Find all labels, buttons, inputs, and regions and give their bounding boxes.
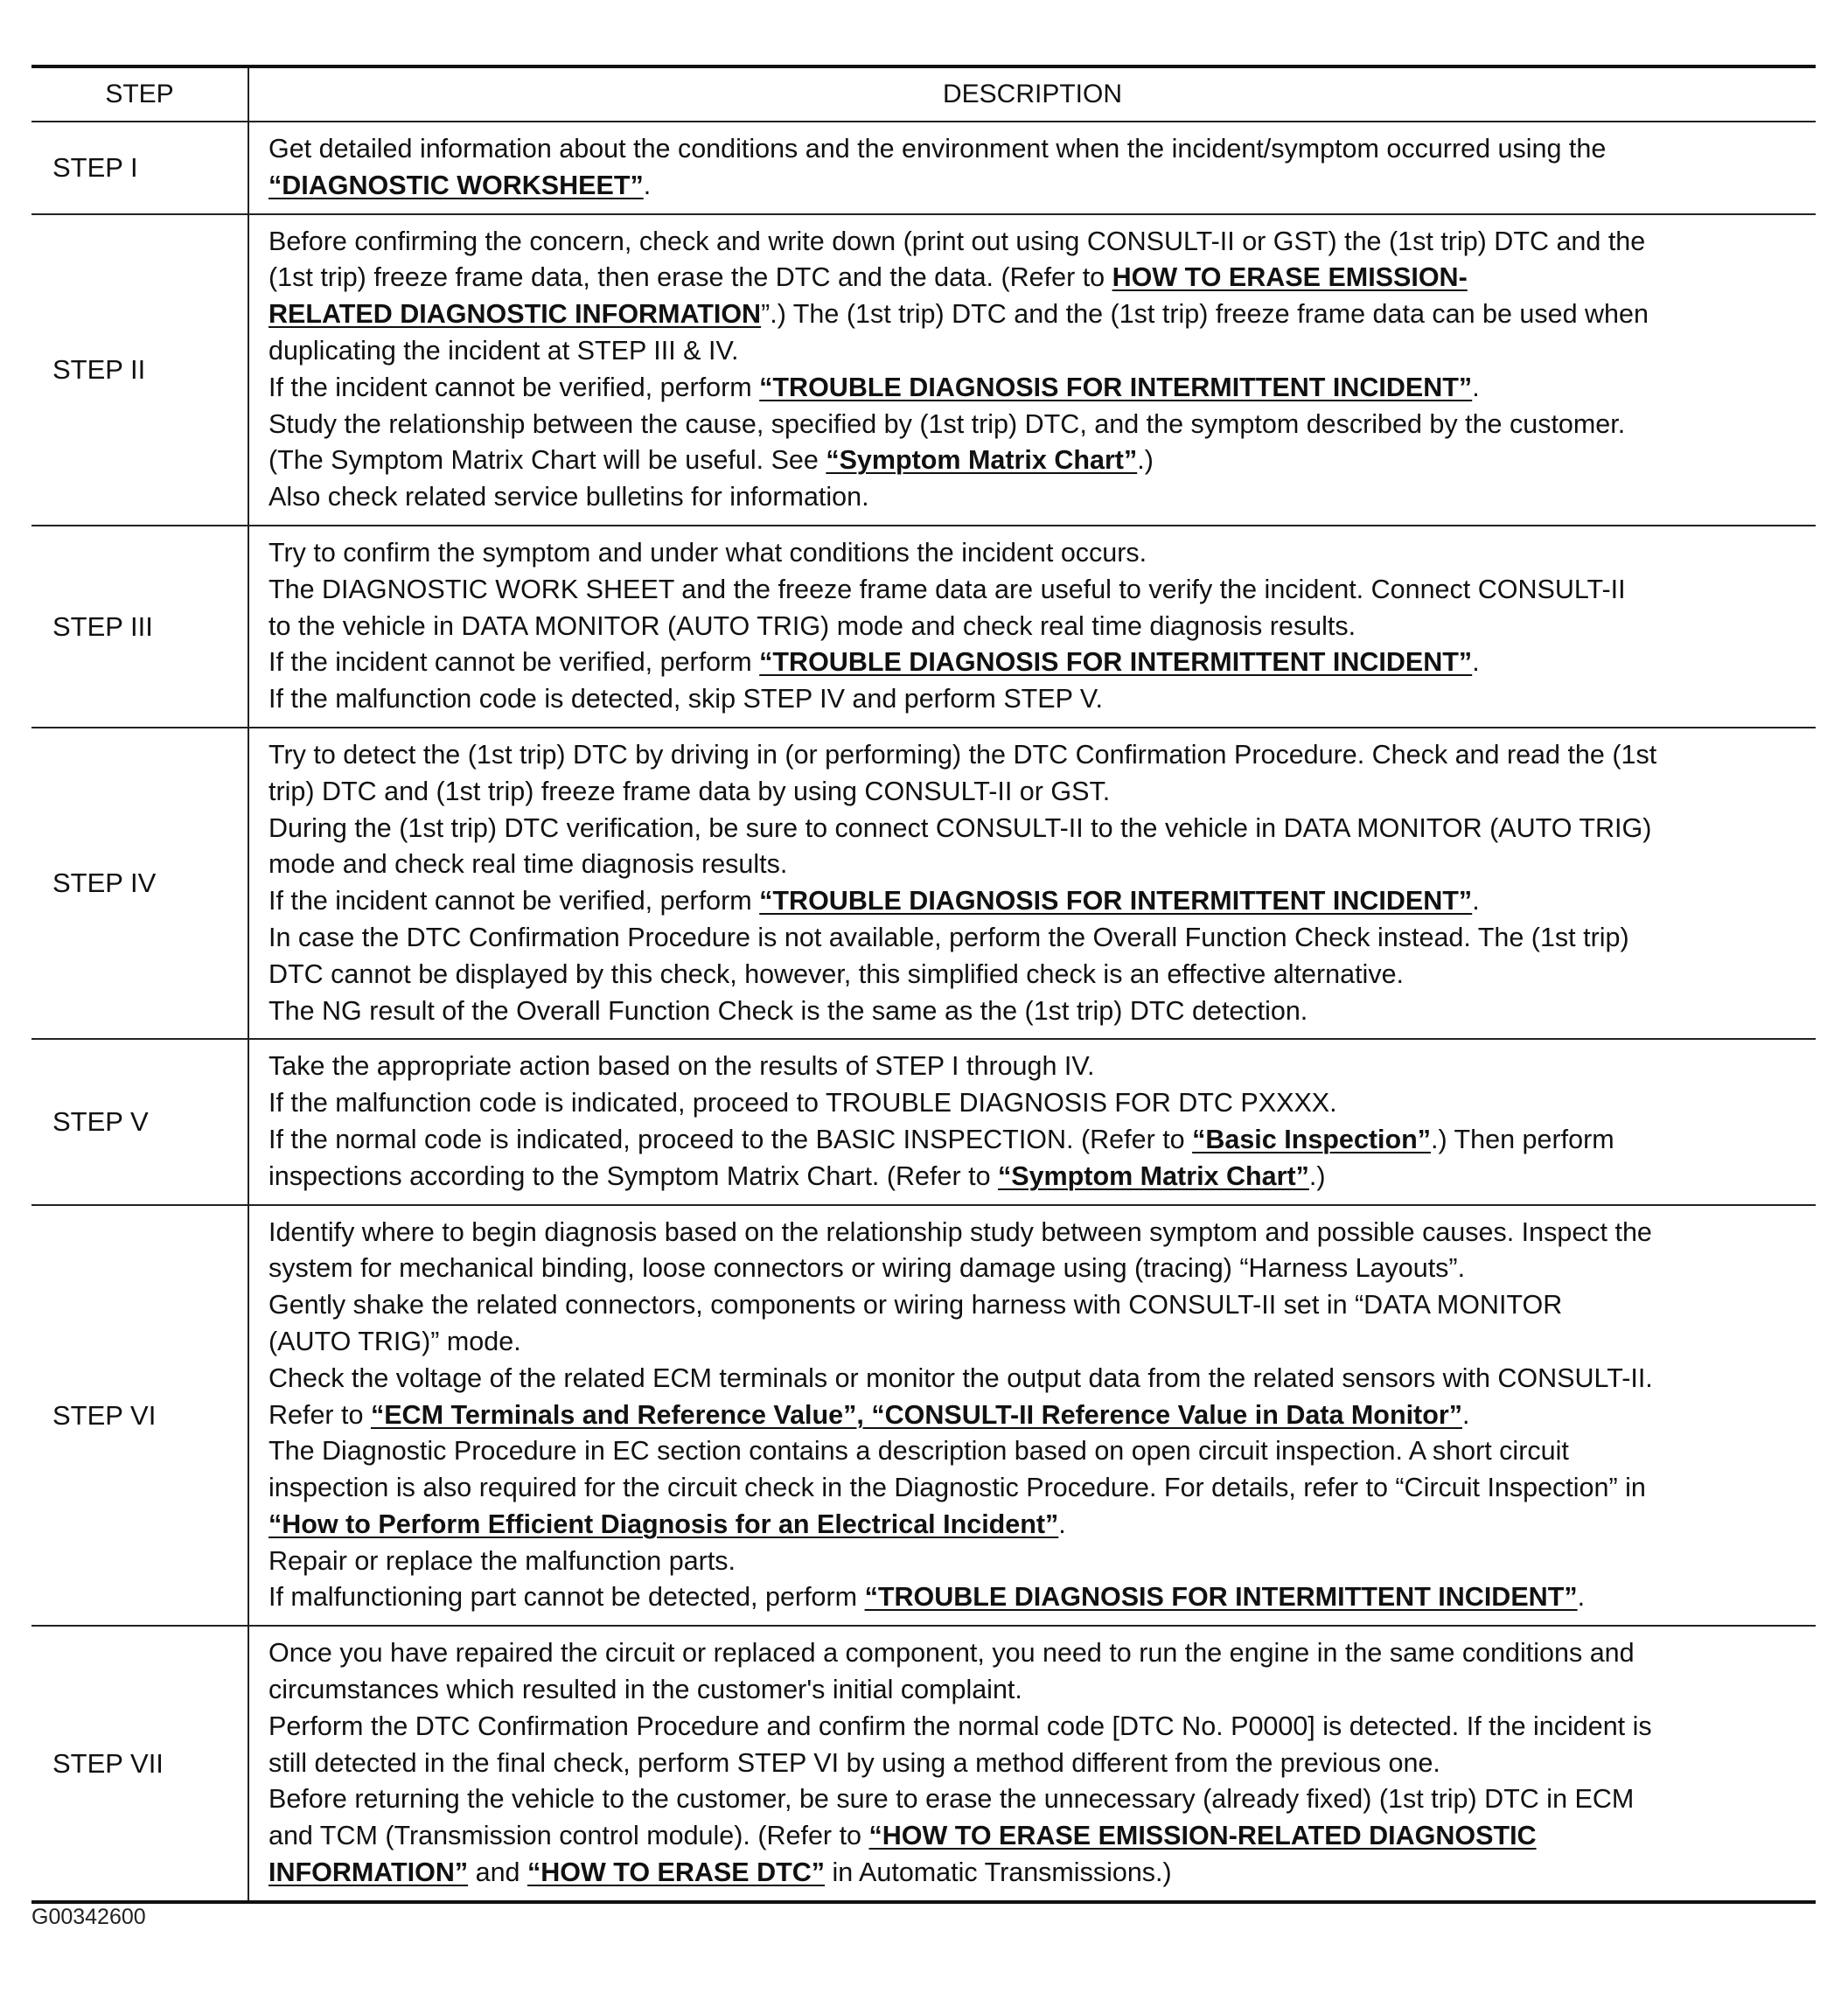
description-line — [268, 296, 1803, 333]
description-line — [268, 1855, 1803, 1892]
step-label: STEP III — [31, 526, 248, 728]
step-description — [248, 728, 1816, 1039]
diagnosis-steps-table — [31, 65, 1816, 1904]
table-header-row — [31, 66, 1816, 122]
description-line: During the (1st trip) DTC verification, be sure to connect CONSULT-II to the vehicle in DATA MONITOR (AUTO TRIG) — [268, 812, 1652, 843]
table-row — [31, 122, 1816, 214]
description-line: Study the relationship between the cause, specified by (1st trip) DTC, and the symptom described by the customer. — [268, 408, 1626, 439]
step-description — [248, 122, 1816, 214]
description-line — [268, 1818, 1803, 1855]
line-text: inspections according to the Symptom Matrix Chart. (Refer to — [268, 1160, 998, 1191]
reference-link[interactable]: “HOW TO ERASE EMISSION-RELATED DIAGNOSTIC — [868, 1821, 1537, 1851]
description-line: Also check related service bulletins for information. — [268, 482, 869, 512]
reference-link[interactable]: “HOW TO ERASE DTC” — [527, 1857, 826, 1888]
line-text: and TCM (Transmission control module). (Refer to — [268, 1821, 869, 1851]
description-line: Check the voltage of the related ECM terminals or monitor the output data from the related sensors with CONSULT-II. — [268, 1362, 1653, 1393]
description-line: mode and check real time diagnosis results. — [268, 849, 788, 880]
description-line — [268, 1579, 1803, 1616]
reference-link[interactable]: “TROUBLE DIAGNOSIS FOR INTERMITTENT INCIDENT” — [759, 647, 1473, 678]
step-label: STEP I — [31, 122, 248, 214]
table-row — [31, 1039, 1816, 1204]
reference-link[interactable]: “Symptom Matrix Chart” — [826, 445, 1138, 476]
header-step: STEP — [31, 66, 248, 122]
line-text: If the normal code is indicated, proceed to the BASIC INSPECTION. (Refer to — [268, 1124, 1193, 1154]
step-label: STEP VI — [31, 1205, 248, 1627]
description-line: The DIAGNOSTIC WORK SHEET and the freeze frame data are useful to verify the incident. Connect CONSULT-II — [268, 574, 1626, 604]
description-line — [268, 260, 1803, 296]
description-line: system for mechanical binding, loose connectors or wiring damage using (tracing) “Harness Layouts”. — [268, 1253, 1466, 1284]
description-line: (AUTO TRIG)” mode. — [268, 1326, 521, 1356]
line-text: in Automatic Transmissions.) — [825, 1857, 1172, 1888]
line-text: If the incident cannot be verified, perform — [268, 886, 760, 916]
description-line: Perform the DTC Confirmation Procedure and confirm the normal code [DTC No. P0000] is detected. If the incident is — [268, 1711, 1652, 1741]
line-text: and — [468, 1857, 527, 1888]
figure-id: G00342600 — [31, 1905, 146, 1929]
reference-link[interactable]: “Basic Inspection” — [1192, 1124, 1431, 1154]
reference-link[interactable]: “TROUBLE DIAGNOSIS FOR INTERMITTENT INCIDENT” — [864, 1582, 1578, 1613]
description-line — [268, 443, 1803, 479]
description-line — [268, 168, 1803, 205]
description-line: DTC cannot be displayed by this check, however, this simplified check is an effective alternative. — [268, 958, 1405, 989]
reference-link[interactable]: “Symptom Matrix Chart” — [998, 1160, 1309, 1191]
description-line: to the vehicle in DATA MONITOR (AUTO TRIG) mode and check real time diagnosis results. — [268, 610, 1356, 641]
reference-link[interactable]: HOW TO ERASE EMISSION- — [1112, 262, 1468, 293]
description-line: inspection is also required for the circuit check in the Diagnostic Procedure. For details, refer to “Circuit Inspection” in — [268, 1473, 1646, 1503]
line-text: .) — [1137, 445, 1154, 476]
line-text: (1st trip) freeze frame data, then erase the DTC and the data. (Refer to — [268, 262, 1112, 293]
line-text: . — [1472, 886, 1480, 916]
table-row — [31, 526, 1816, 728]
description-line: circumstances which resulted in the customer's initial complaint. — [268, 1675, 1022, 1705]
procedure-document — [31, 65, 1816, 1904]
reference-link[interactable]: INFORMATION” — [268, 1857, 469, 1888]
description-line: duplicating the incident at STEP III & IV. — [268, 335, 739, 366]
reference-link[interactable]: “How to Perform Efficient Diagnosis for an Electrical Incident” — [268, 1509, 1059, 1539]
description-line — [268, 1159, 1803, 1195]
step-description — [248, 214, 1816, 526]
line-text: . — [643, 170, 652, 200]
step-description — [248, 1626, 1816, 1902]
step-label: STEP V — [31, 1039, 248, 1204]
line-text: ”.) The (1st trip) DTC and the (1st trip) freeze frame data can be used when — [761, 299, 1649, 330]
step-label: STEP II — [31, 214, 248, 526]
description-line — [268, 645, 1803, 681]
header-description: DESCRIPTION — [942, 80, 1123, 108]
reference-link[interactable]: RELATED DIAGNOSTIC INFORMATION — [268, 299, 762, 330]
step-description — [248, 1039, 1816, 1204]
description-line: Gently shake the related connectors, components or wiring harness with CONSULT-II set in “DATA MONITOR — [268, 1290, 1563, 1321]
table-body — [31, 122, 1816, 1902]
description-line: If the malfunction code is indicated, proceed to TROUBLE DIAGNOSIS FOR DTC PXXXX. — [268, 1088, 1337, 1118]
description-line — [268, 1122, 1803, 1159]
description-line: Repair or replace the malfunction parts. — [268, 1545, 736, 1576]
description-line: Try to confirm the symptom and under what conditions the incident occurs. — [268, 537, 1147, 568]
description-line: The Diagnostic Procedure in EC section contains a description based on open circuit inspection. A short circuit — [268, 1436, 1569, 1467]
table-row — [31, 1626, 1816, 1902]
line-text: . — [1461, 1399, 1470, 1430]
description-line — [268, 1397, 1803, 1434]
reference-link[interactable]: “ECM Terminals and Reference Value”, “CONSULT-II Reference Value in Data Monitor” — [370, 1399, 1462, 1430]
line-text: . — [1472, 647, 1480, 678]
reference-link[interactable]: “TROUBLE DIAGNOSIS FOR INTERMITTENT INCIDENT” — [759, 372, 1473, 402]
line-text: If the incident cannot be verified, perform — [268, 372, 760, 402]
description-line — [268, 883, 1803, 920]
description-line — [268, 370, 1803, 407]
description-line: Before returning the vehicle to the customer, be sure to erase the unnecessary (already fixed) (1st trip) DTC in ECM — [268, 1784, 1635, 1815]
table-row — [31, 728, 1816, 1039]
table-row — [31, 1205, 1816, 1627]
description-line: still detected in the final check, perform STEP VI by using a method different from the previous one. — [268, 1747, 1440, 1778]
description-line: If the malfunction code is detected, skip STEP IV and perform STEP V. — [268, 684, 1103, 714]
line-text: .) Then perform — [1431, 1124, 1614, 1154]
description-line: Once you have repaired the circuit or replaced a component, you need to run the engine in the same conditions and — [268, 1638, 1635, 1669]
line-text: . — [1472, 372, 1480, 402]
line-text: (The Symptom Matrix Chart will be useful. See — [268, 445, 826, 476]
line-text: . — [1058, 1509, 1066, 1539]
line-text: .) — [1308, 1160, 1326, 1191]
line-text: Refer to — [268, 1399, 371, 1430]
description-line: The NG result of the Overall Function Check is the same as the (1st trip) DTC detection. — [268, 995, 1308, 1026]
table-row — [31, 214, 1816, 526]
description-line: Take the appropriate action based on the results of STEP I through IV. — [268, 1051, 1095, 1082]
step-label: STEP VII — [31, 1626, 248, 1902]
step-description — [248, 526, 1816, 728]
line-text: . — [1577, 1582, 1586, 1613]
line-text: If malfunctioning part cannot be detected, perform — [268, 1582, 865, 1613]
description-line: trip) DTC and (1st trip) freeze frame data by using CONSULT-II or GST. — [268, 776, 1111, 806]
description-line: Get detailed information about the conditions and the environment when the incident/symptom occurred using the — [268, 134, 1607, 164]
line-text: If the incident cannot be verified, perform — [268, 647, 760, 678]
description-line: Before confirming the concern, check and write down (print out using CONSULT-II or GST) the (1st trip) DTC and the — [268, 226, 1646, 256]
step-label: STEP IV — [31, 728, 248, 1039]
reference-link[interactable]: “DIAGNOSTIC WORKSHEET” — [268, 170, 644, 200]
description-line: In case the DTC Confirmation Procedure is not available, perform the Overall Function Check instead. The (1st trip) — [268, 922, 1629, 952]
description-line: Identify where to begin diagnosis based on the relationship study between symptom and possible causes. Inspect the — [268, 1216, 1652, 1247]
description-line: Try to detect the (1st trip) DTC by driving in (or performing) the DTC Confirmation Procedure. Check and read the (1st — [268, 739, 1657, 770]
step-description — [248, 1205, 1816, 1627]
reference-link[interactable]: “TROUBLE DIAGNOSIS FOR INTERMITTENT INCIDENT” — [759, 886, 1473, 916]
description-line — [268, 1507, 1803, 1544]
